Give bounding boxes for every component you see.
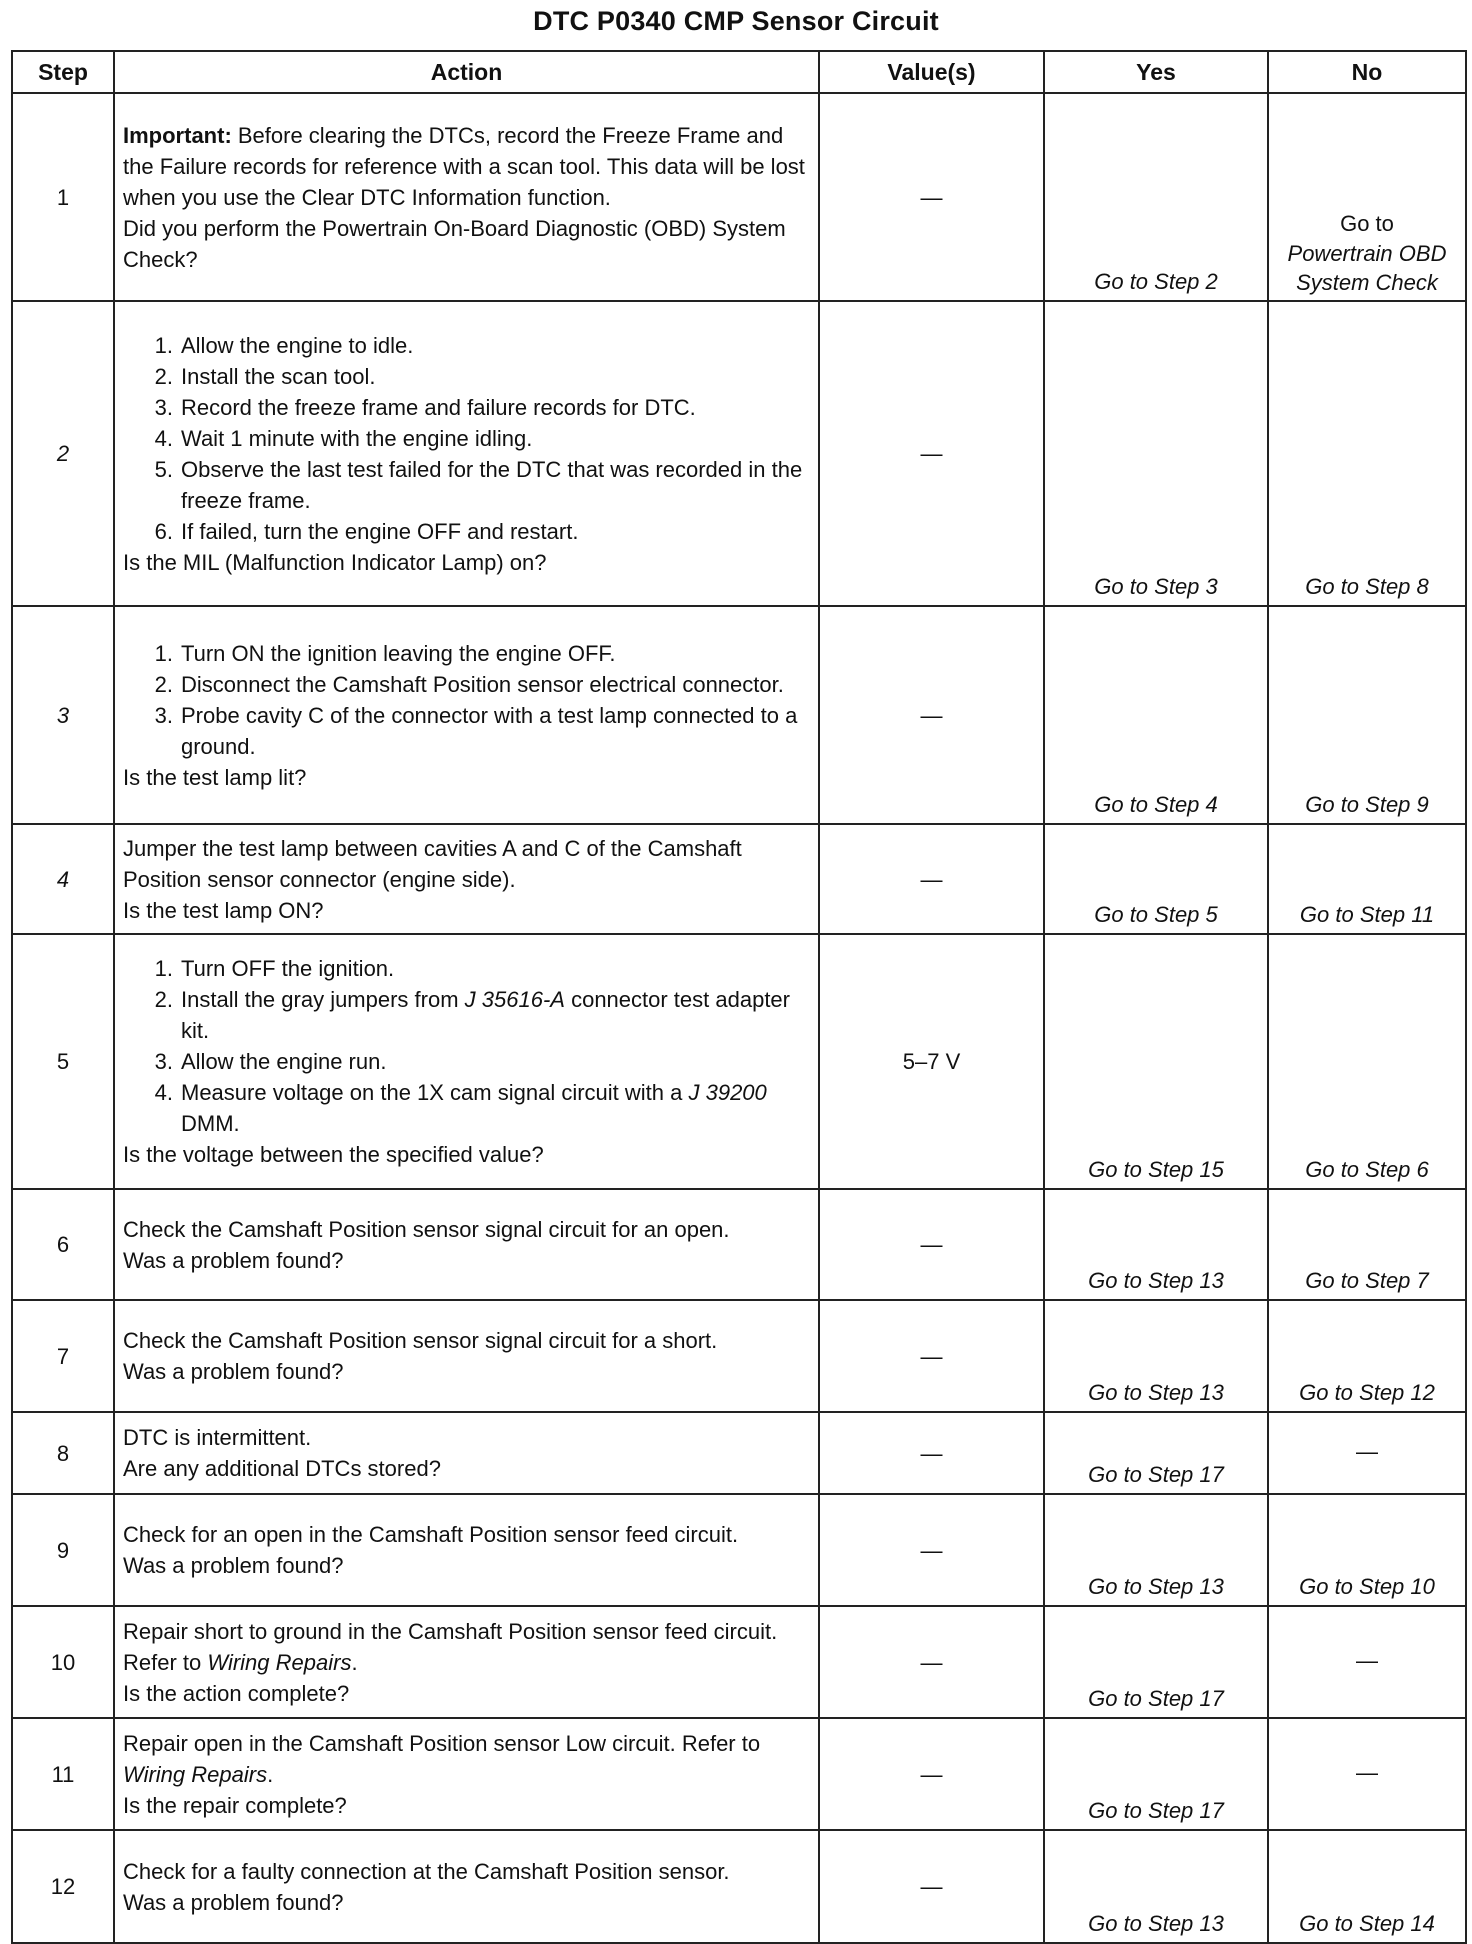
action-question: Is the test lamp ON? <box>123 897 324 923</box>
value-cell: — <box>819 1830 1044 1943</box>
action-question: Is the MIL (Malfunction Indicator Lamp) on? <box>123 549 547 575</box>
action-cell <box>114 1189 819 1300</box>
action-text: Check the Camshaft Position sensor signal circuit for a short. <box>123 1328 718 1353</box>
yes-link[interactable]: Go to Step 13 <box>1044 1189 1268 1300</box>
no-prefix: Go to <box>1340 211 1394 236</box>
yes-link[interactable]: Go to Step 5 <box>1044 824 1268 934</box>
no-value: — <box>1268 1718 1466 1830</box>
action-cell <box>114 606 819 824</box>
header-no: No <box>1268 51 1466 93</box>
header-yes: Yes <box>1044 51 1268 93</box>
no-value: — <box>1268 1606 1466 1718</box>
yes-link[interactable]: Go to Step 13 <box>1044 1300 1268 1412</box>
action-cell <box>114 301 819 606</box>
no-link[interactable]: Go to Step 7 <box>1268 1189 1466 1300</box>
step-number: 7 <box>12 1300 114 1412</box>
action-cell <box>114 1494 819 1606</box>
table-header-row <box>12 51 1466 93</box>
no-link-text[interactable]: Powertrain OBD System Check <box>1287 241 1447 295</box>
header-action: Action <box>114 51 819 93</box>
no-link[interactable]: Go to Step 14 <box>1268 1830 1466 1943</box>
action-cell <box>114 93 819 301</box>
wiring-repairs-link[interactable]: Wiring Repairs <box>123 1761 268 1787</box>
table-row <box>12 1606 1466 1718</box>
yes-link[interactable]: Go to Step 13 <box>1044 1494 1268 1606</box>
page-title: DTC P0340 CMP Sensor Circuit <box>533 6 939 36</box>
list-item: 3. Record the freeze frame and failure records for DTC. <box>154 394 696 420</box>
step-number: 4 <box>12 824 114 934</box>
list-item: 1. Turn OFF the ignition. <box>154 956 395 981</box>
no-link[interactable]: Go to Step 12 <box>1268 1300 1466 1412</box>
table-row <box>12 1718 1466 1830</box>
action-cell <box>114 1300 819 1412</box>
tool-reference: J 39200 <box>688 1080 767 1105</box>
important-label: Important: <box>123 122 232 148</box>
value-cell: — <box>819 1412 1044 1494</box>
step-number: 11 <box>12 1718 114 1830</box>
list-item: 2. Install the gray jumpers from J 35616-A connector test adapter kit. <box>154 987 790 1043</box>
action-question: Was a problem found? <box>123 1359 344 1384</box>
value-cell: — <box>819 1300 1044 1412</box>
table-row <box>12 1412 1466 1494</box>
step-number: 6 <box>12 1189 114 1300</box>
table-row <box>12 1189 1466 1300</box>
action-question: Did you perform the Powertrain On-Board Diagnostic (OBD) System Check? <box>123 215 786 272</box>
action-question: Was a problem found? <box>123 1889 344 1915</box>
header-values: Value(s) <box>819 51 1044 93</box>
no-link[interactable]: Go to Step 10 <box>1268 1494 1466 1606</box>
list-item: 3. Probe cavity C of the connector with a test lamp connected to a ground. <box>154 702 798 759</box>
table-row <box>12 606 1466 824</box>
no-link[interactable]: Go to Step 6 <box>1268 934 1466 1189</box>
action-text: Repair open in the Camshaft Position sensor Low circuit. Refer to Wiring Repairs. <box>123 1730 761 1787</box>
yes-link[interactable]: Go to Step 2 <box>1044 93 1268 301</box>
action-cell <box>114 1412 819 1494</box>
action-text: Check for an open in the Camshaft Position sensor feed circuit. <box>123 1522 739 1547</box>
step-number: 10 <box>12 1606 114 1718</box>
important-text: Before clearing the DTCs, record the Freeze Frame and the Failure records for reference with a scan tool. This data will be lost when you use the Clear DTC Information function. <box>123 122 805 210</box>
action-question: Are any additional DTCs stored? <box>123 1456 441 1481</box>
no-link[interactable]: Go to Step 9 <box>1268 606 1466 824</box>
step-number: 2 <box>12 301 114 606</box>
action-text <box>123 120 812 213</box>
list-item: 6. If failed, turn the engine OFF and restart. <box>154 518 579 544</box>
table-row <box>12 1830 1466 1943</box>
list-item: 2. Install the scan tool. <box>154 363 376 389</box>
step-number: 12 <box>12 1830 114 1943</box>
yes-link[interactable]: Go to Step 13 <box>1044 1830 1268 1943</box>
action-question: Is the test lamp lit? <box>123 764 307 790</box>
list-item: 3. Allow the engine run. <box>154 1049 387 1074</box>
list-item: 4. Wait 1 minute with the engine idling. <box>154 425 533 451</box>
action-text: Repair short to ground in the Camshaft Position sensor feed circuit. Refer to Wiring Repairs. <box>123 1618 778 1675</box>
yes-link[interactable]: Go to Step 17 <box>1044 1606 1268 1718</box>
action-text: Check the Camshaft Position sensor signal circuit for an open. <box>123 1216 730 1242</box>
table-row <box>12 93 1466 301</box>
yes-link[interactable]: Go to Step 17 <box>1044 1412 1268 1494</box>
table-row <box>12 934 1466 1189</box>
table-row <box>12 301 1466 606</box>
table-row <box>12 1494 1466 1606</box>
step-number: 8 <box>12 1412 114 1494</box>
table-row <box>12 1300 1466 1412</box>
yes-link[interactable]: Go to Step 3 <box>1044 301 1268 606</box>
yes-link[interactable]: Go to Step 15 <box>1044 934 1268 1189</box>
step-number: 3 <box>12 606 114 824</box>
action-cell <box>114 824 819 934</box>
action-question: Is the action complete? <box>123 1680 350 1706</box>
action-cell <box>114 934 819 1189</box>
action-cell <box>114 1830 819 1943</box>
value-cell: — <box>819 93 1044 301</box>
value-cell: — <box>819 1494 1044 1606</box>
dtc-table <box>11 50 1467 1944</box>
step-number: 5 <box>12 934 114 1189</box>
yes-link[interactable]: Go to Step 4 <box>1044 606 1268 824</box>
list-item: 5. Observe the last test failed for the DTC that was recorded in the freeze frame. <box>154 456 803 513</box>
list-item: 1. Turn ON the ignition leaving the engine OFF. <box>154 640 616 666</box>
no-link[interactable] <box>1268 93 1466 301</box>
list-item: 4. Measure voltage on the 1X cam signal circuit with a J 39200 DMM. <box>154 1080 767 1136</box>
no-value: — <box>1268 1412 1466 1494</box>
value-cell: — <box>819 606 1044 824</box>
no-link[interactable]: Go to Step 8 <box>1268 301 1466 606</box>
value-cell: — <box>819 1718 1044 1830</box>
list-item: 2. Disconnect the Camshaft Position sensor electrical connector. <box>154 671 784 697</box>
action-text: DTC is intermittent. <box>123 1425 312 1450</box>
action-cell <box>114 1718 819 1830</box>
step-number: 9 <box>12 1494 114 1606</box>
wiring-repairs-link[interactable]: Wiring Repairs <box>207 1649 352 1675</box>
table-row <box>12 824 1466 934</box>
action-steps <box>123 330 812 547</box>
action-steps <box>123 953 812 1139</box>
value-cell: — <box>819 824 1044 934</box>
list-item: 1. Allow the engine to idle. <box>154 332 414 358</box>
action-question: Is the repair complete? <box>123 1792 347 1818</box>
step-number: 1 <box>12 93 114 301</box>
yes-link[interactable]: Go to Step 17 <box>1044 1718 1268 1830</box>
action-question: Was a problem found? <box>123 1553 344 1578</box>
action-text: Check for a faulty connection at the Camshaft Position sensor. <box>123 1858 730 1884</box>
value-cell: — <box>819 1189 1044 1300</box>
action-steps <box>123 638 812 762</box>
action-question: Was a problem found? <box>123 1247 344 1273</box>
action-question: Is the voltage between the specified value? <box>123 1142 544 1167</box>
action-cell <box>114 1606 819 1718</box>
action-text: Jumper the test lamp between cavities A and C of the Camshaft Position sensor connector (engine side). <box>123 835 742 892</box>
value-cell: 5–7 V <box>819 934 1044 1189</box>
value-cell: — <box>819 1606 1044 1718</box>
no-link[interactable]: Go to Step 11 <box>1268 824 1466 934</box>
header-step: Step <box>12 51 114 93</box>
value-cell: — <box>819 301 1044 606</box>
tool-reference: J 35616-A <box>464 987 565 1012</box>
